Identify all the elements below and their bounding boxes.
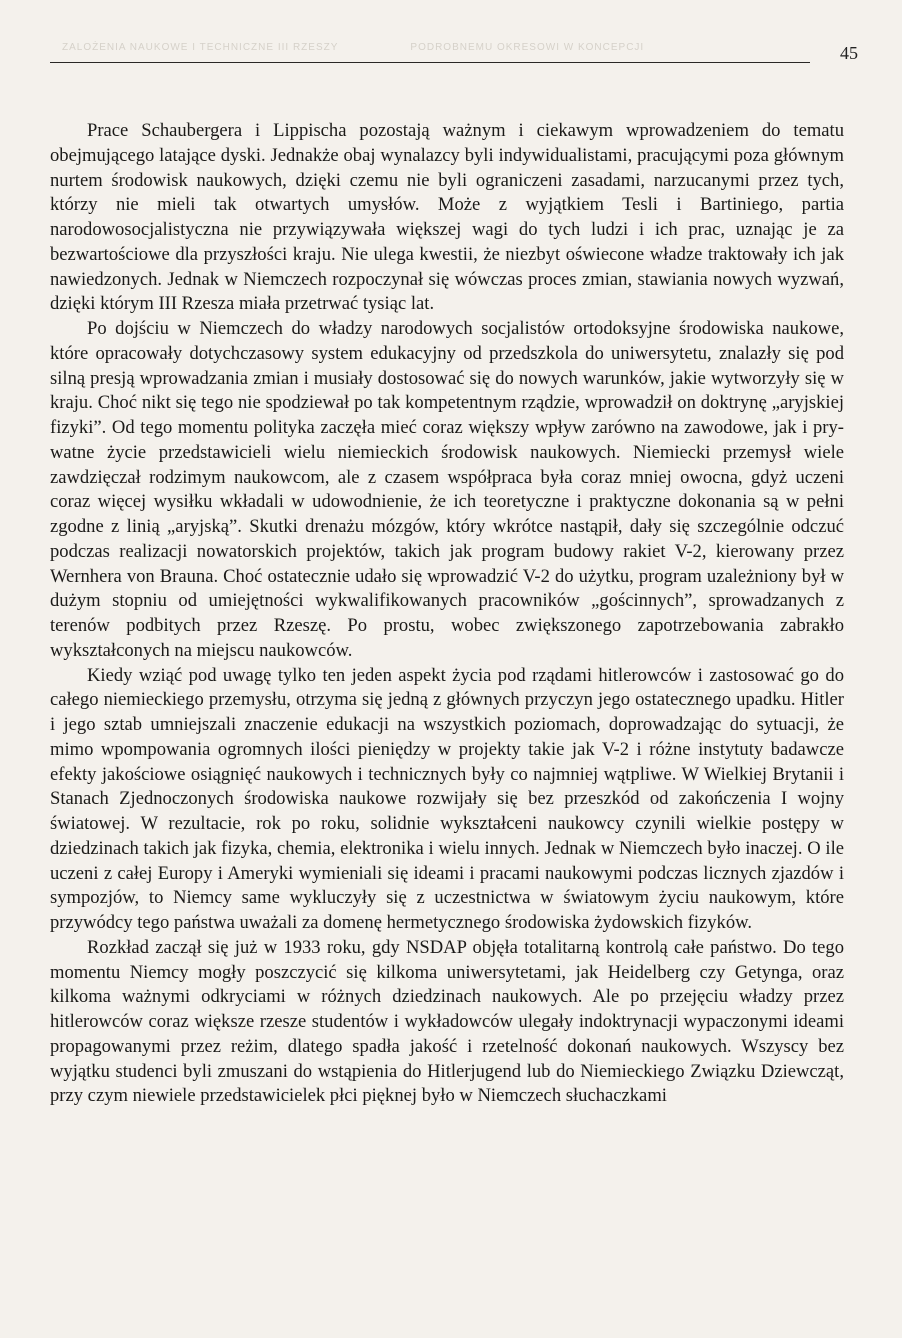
bleed-through-right: PODROBNEMU OKRESOWI W KONCEPCJI [410, 42, 645, 53]
header-rule [50, 62, 810, 63]
page-number: 45 [840, 43, 858, 63]
paragraph-1: Prace Schaubergera i Lippischa pozostają ważnym i ciekawym wprowadzeniem do tematu obejmującego latające dyski. Jednakże obaj wynalazcy byli indywidualistami, pracującymi poza głównym nurtem środowisk naukowych, dzięki czemu nie byli ograniczeni zasadami, narzucanymi przez tych, którzy nie mieli tak otwartych umysłów. Może z wyjątkiem Tesli i Bartiniego, partia narodowosocjalistyczna nie przywiązywała większej wagi do tych ludzi i ich prac, uznając je za bezwartościowe dla przyszłości kraju. Nie ulega kwestii, że niezbyt oświecone władze traktowały ich jak nawiedzonych. Jednak w Niemczech rozpoczynał się wówczas proces zmian, stawiania nowych wyzwań, dzięki którym III Rzesza miała przetrwać tysiąc lat. [50, 120, 844, 315]
paragraph-3: Kiedy wziąć pod uwagę tylko ten jeden aspekt życia pod rządami hitlerowców i zastosować go do całego niemieckiego przemysłu, otrzyma się jedną z głównych przyczyn jego ostatecznego upadku. Hitler i jego sztab umniejszali znaczenie edukacji na wszystkich poziomach, doprowadzając do sytuacji, że mimo wpompowania ogromnych ilości pieniędzy w projekty takie jak V-2 i różne instytuty badawcze efekty jakościowe osiągnięć naukowych i technicznych były co najmniej wątpliwe. W Wielkiej Brytanii i Stanach Zjednoczonych środowiska naukowe rozwijały się bez przeszkód od zakończenia I wojny światowej. W rezultacie, rok po roku, solidnie wykształceni naukowcy czynili wielkie postępy w dziedzinach takich jak fizyka, chemia, elektronika i wielu innych. Jednak w Niemczech było inaczej. O ile uczeni z całej Europy i Ameryki wymieniali się ideami i pracami naukowymi podczas licznych zjazdów i sympozjów, to Niemcy same wykluczyły się z uczestnictwa w światowym życiu naukowym, które przywódcy tego państwa uważali za domenę hermetycznego środowiska żydowskich fizyków. [50, 664, 844, 933]
paragraph-2: Po dojściu w Niemczech do władzy narodowych socjalistów ortodoksyjne środowiska naukowe, które opracowały dotychczasowy system edukacyjny od przedszkola do uniwersytetu, znalazły się pod silną presją wprowadzania zmian i musiały dostosować się do nowych warunków, jakie wytworzyły się w kraju. Choć nikt się tego nie spodziewał po tak kompetentnym rządzie, wprowadził on doktrynę „aryjskiej fizyki”. Od tego momentu polityka zaczęła mieć coraz większy wpływ zarówno na zawodowe, jak i prywatne życie przedstawicieli wielu niemieckich środowisk naukowych. Niemiecki przemysł wiele zawdzięczał rodzimym naukowcom, ale z czasem współpraca była coraz mniej owocna, gdyż uczeni coraz więcej wysiłku wkładali w udowodnienie, że ich teoretyczne i praktyczne dokonania są w pełni zgodne z linią „aryjską”. Skutki drenażu mózgów, który wkrótce nastąpił, dały się szczególnie odczuć podczas realizacji nowatorskich projektów, takich jak program budowy rakiet V-2, kierowany przez Wernhera von Brauna. Choć ostatecznie udało się wprowadzić V-2 do użytku, program uzależniony był w dużym stopniu od umiejętności wykwalifikowanych pracowników „gościnnych”, sprowadzanych z terenów podbitych przez Rzeszę. Po prostu, wobec zwiększonego zapotrzebowania zabrakło wykształconych na miejscu naukowców. [50, 318, 844, 661]
paragraph-4: Rozkład zaczął się już w 1933 roku, gdy NSDAP objęła totalitarną kontrolą całe państwo. Do tego momentu Niemcy mogły poszczycić się kilkoma uniwersytetami, jak Heidelberg czy Getynga, oraz kilkoma ważnymi odkryciami w różnych dziedzinach naukowych. Ale po przejęciu władzy przez hitlerowców coraz większe rzesze studentów i wykładowców ulegały indoktrynacji wypaczonymi ideami propagowanymi przez reżim, dlatego spadła jakość i rzetelność dokonań naukowych. Wszyscy bez wyjątku studenci byli zmuszani do wstąpienia do Hitlerjugend lub do Niemieckiego Związku Dziewcząt, przy czym niewiele przedstawicielek płci pięknej było w Niemczech słuchaczkami [50, 936, 844, 1107]
bleed-through-left: ZALOŻENIA NAUKOWE I TECHNICZNE III RZESZY [62, 42, 339, 53]
body-text [50, 119, 844, 1109]
bleed-through-text [62, 42, 644, 53]
